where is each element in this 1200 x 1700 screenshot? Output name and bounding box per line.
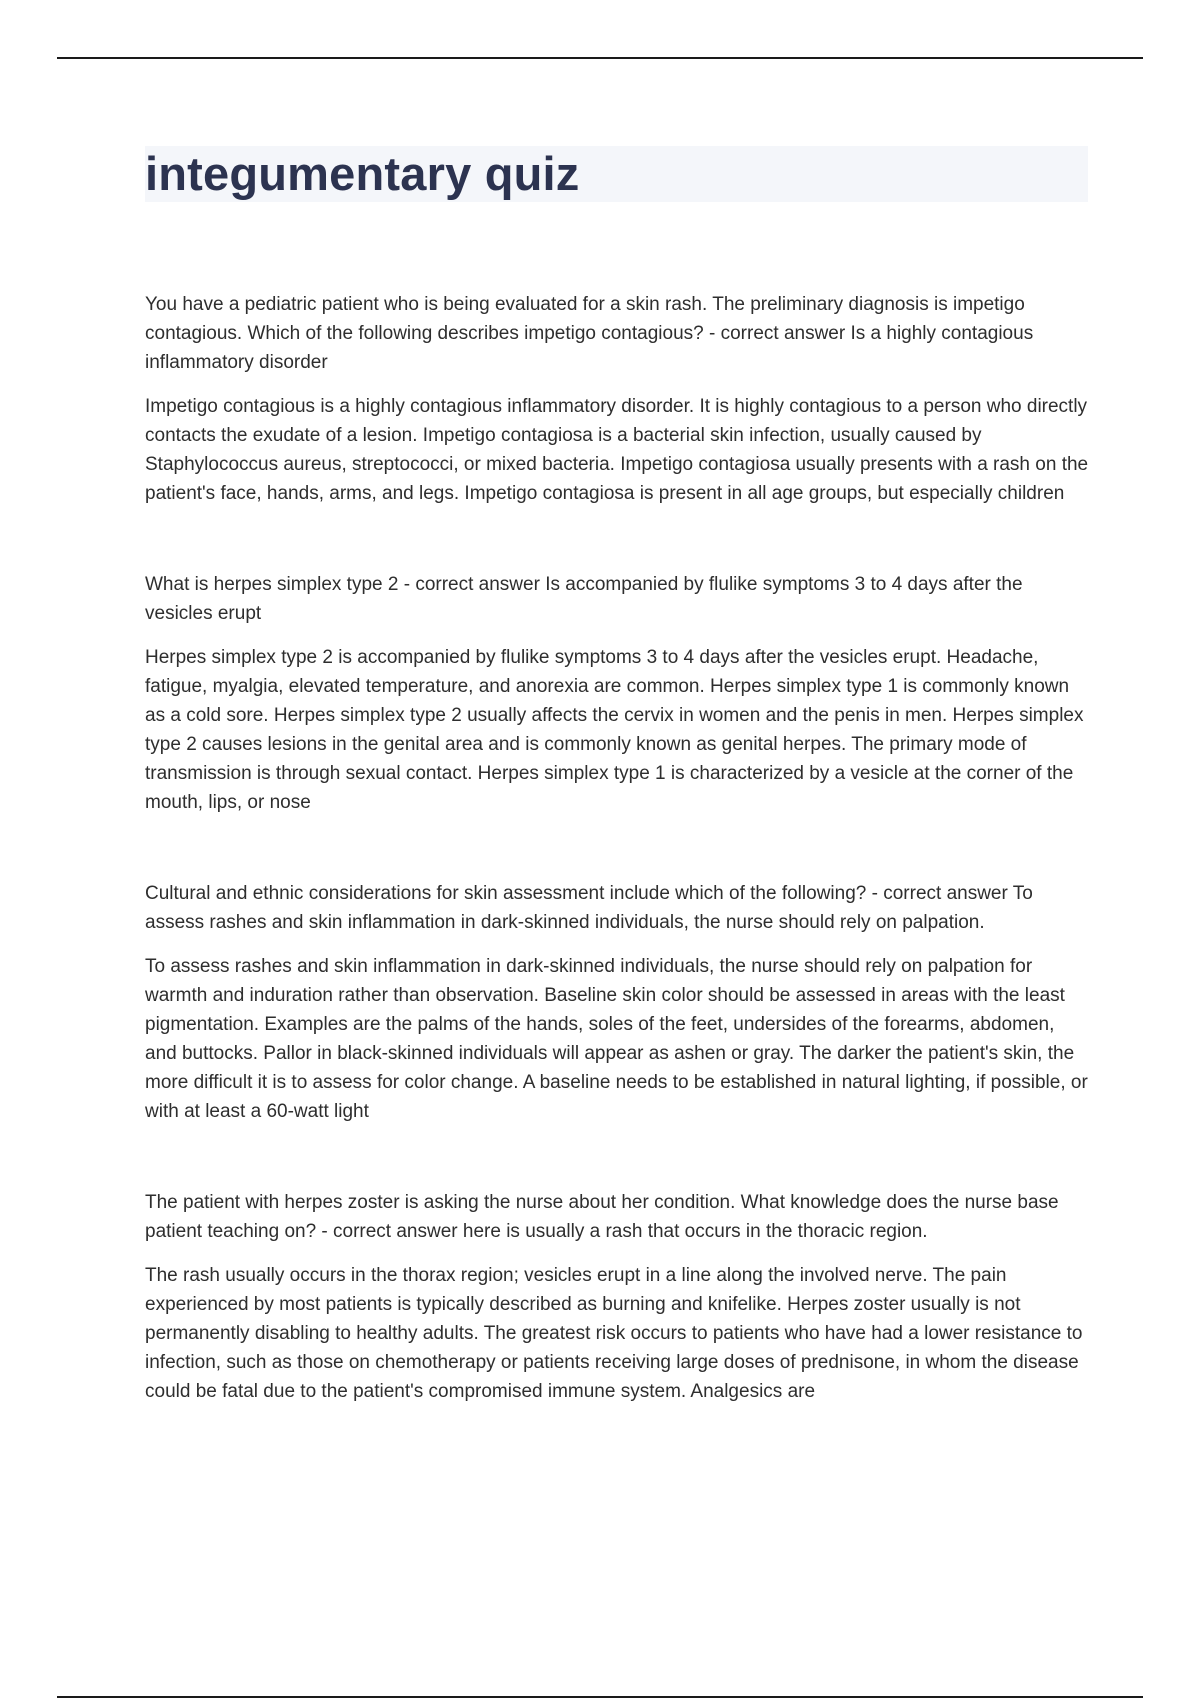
- document-body: [145, 290, 1090, 1468]
- question-text: Cultural and ethnic considerations for skin assessment include which of the following? - correct answer To assess rashes and skin inflammation in dark-skinned individuals, the nurse should rely on palpation.: [145, 883, 1033, 933]
- qa-item-3: [145, 879, 1090, 1126]
- question-text: What is herpes simplex type 2 - correct answer Is accompanied by flulike symptoms 3 to 4 days after the vesicles erupt: [145, 574, 1023, 624]
- explanation-text: The rash usually occurs in the thorax region; vesicles erupt in a line along the involved nerve. The pain experienced by most patients is typically described as burning and knifelike. Herpes zoster usually is not permanently disabling to healthy adults. The greatest risk occurs to patients who have had a lower resistance to infection, such as those on chemotherapy or patients receiving large doses of prednisone, in whom the disease could be fatal due to the patient's compromised immune system. Analgesics are: [145, 1265, 1083, 1402]
- qa-item-2: [145, 570, 1090, 817]
- explanation-text: Herpes simplex type 2 is accompanied by flulike symptoms 3 to 4 days after the vesicles erupt. Headache, fatigue, myalgia, elevated temperature, and anorexia are common. Herpes simplex type 1 is commonly known as a cold sore. Herpes simplex type 2 usually affects the cervix in women and the penis in men. Herpes simplex type 2 causes lesions in the genital area and is commonly known as genital herpes. The primary mode of transmission is through sexual contact. Herpes simplex type 1 is characterized by a vesicle at the corner of the mouth, lips, or nose: [145, 647, 1084, 813]
- qa-item-4: [145, 1188, 1090, 1406]
- header-divider: [57, 57, 1143, 59]
- question-text: The patient with herpes zoster is asking the nurse about her condition. What knowledge does the nurse base patient teaching on? - correct answer here is usually a rash that occurs in the thoracic region.: [145, 1192, 1059, 1242]
- document-title: integumentary quiz: [145, 147, 580, 200]
- explanation-text: Impetigo contagious is a highly contagious inflammatory disorder. It is highly contagious to a person who directly contacts the exudate of a lesion. Impetigo contagiosa is a bacterial skin infection, usually caused by Staphylococcus aureus, streptococci, or mixed bacteria. Impetigo contagiosa usually presents with a rash on the patient's face, hands, arms, and legs. Impetigo contagiosa is present in all age groups, but especially children: [145, 396, 1089, 504]
- qa-item-1: [145, 290, 1090, 508]
- question-text: You have a pediatric patient who is being evaluated for a skin rash. The preliminary diagnosis is impetigo contagious. Which of the following describes impetigo contagious? - correct answer Is a highly contagious inflammatory disorder: [145, 294, 1034, 373]
- explanation-text: To assess rashes and skin inflammation in dark-skinned individuals, the nurse should rely on palpation for warmth and induration rather than observation. Baseline skin color should be assessed in areas with the least pigmentation. Examples are the palms of the hands, soles of the feet, undersides of the forearms, abdomen, and buttocks. Pallor in black-skinned individuals will appear as ashen or gray. The darker the patient's skin, the more difficult it is to assess for color change. A baseline needs to be established in natural lighting, if possible, or with at least a 60-watt light: [145, 956, 1088, 1122]
- footer-divider: [57, 1696, 1143, 1698]
